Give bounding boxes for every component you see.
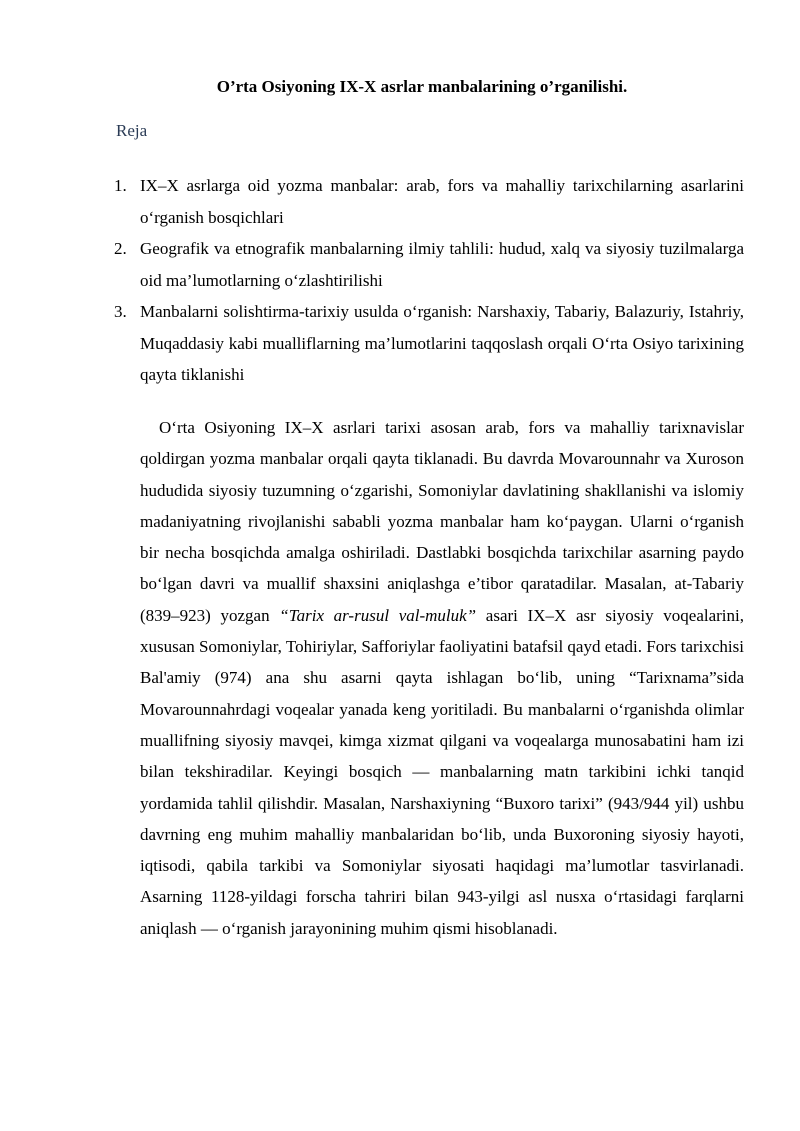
plan-item-number: 3. (114, 302, 127, 321)
body-text-part-1: O‘rta Osiyoning IX–X asrlari tarixi asosan arab, fors va mahalliy tarixnavislar qoldirgan yozma manbalar orqali qayta tiklanadi. Bu davrda Movarounnahr va Xuroson hududida siyosiy tuzumning o‘zgarishi, Somoniylar davlatining shakllanishi va islomiy madaniyatning rivojlanishi sababli yozma manbalar ham ko‘paygan. Ularni o‘rganish bir necha bosqichda amalga oshiriladi. Dastlabki bosqichda tarixchilar asarning paydo bo‘lgan davri va muallif shaxsini aniqlashga e’tibor qaratadilar. Masalan, at-Tabariy (839–923) yozgan (140, 418, 744, 625)
plan-list (114, 170, 744, 391)
body-text-part-2: asari IX–X asr siyosiy voqealarini, xususan Somoniylar, Tohiriylar, Safforiylar faoliyatini batafsil qayd etadi. Fors tarixchisi Bal'amiy (974) ana shu asarni qayta ishlagan bo‘lib, uning “Tarixnama”sida Movarounnahrdagi voqealar yanada keng yoritiladi. Bu manbalarni o‘rganishda olimlar muallifning siyosiy mavqei, kimga xizmat qilgani va voqealarga munosabatini ham izi bilan tekshiradilar. Keyingi bosqich — manbalarning matn tarkibini ichki tanqid yordamida tahlil qilishdir. Masalan, Narshaxiyning “Buxoro tarixi” (943/944 yil) ushbu davrning eng muhim mahalliy manbalaridan bo‘lib, unda Buxoroning siyosiy hayoti, iqtisodi, qabila tarkibi va Somoniylar siyosati haqidagi ma’lumotlar tasvirlanadi. Asarning 1128-yildagi forscha tahriri bilan 943-yilgi asl nusxa o‘rtasidagi farqlarni aniqlash — o‘rganish jarayonining muhim qismi hisoblanadi. (140, 605, 744, 938)
plan-item-text: Geografik va etnografik manbalarning ilmiy tahlili: hudud, xalq va siyosiy tuzilmalarga oid ma’lumotlarning o‘zlashtirilishi (140, 239, 744, 290)
plan-item-number: 1. (114, 176, 127, 195)
body-paragraph (140, 412, 744, 944)
plan-item-text: IX–X asrlarga oid yozma manbalar: arab, fors va mahalliy tarixchilarning asarlarini o‘rganish bosqichlari (140, 176, 744, 227)
plan-item (114, 170, 744, 233)
plan-item (114, 233, 744, 296)
document-title: O’rta Osiyoning IX-X asrlar manbalarining o’rganilishi. (216, 77, 628, 96)
body-text-book-title: “Tarix ar-rusul val-muluk” (279, 605, 477, 625)
plan-heading: Reja (116, 121, 148, 140)
plan-item-number: 2. (114, 239, 127, 258)
plan-item-text: Manbalarni solishtirma-tarixiy usulda o‘rganish: Narshaxiy, Tabariy, Balazuriy, Istahriy, Muqaddasiy kabi mualliflarning ma’lumotlarini taqqoslash orqali O‘rta Osiyo tarixining qayta tiklanishi (140, 302, 744, 384)
plan-item (114, 296, 744, 391)
